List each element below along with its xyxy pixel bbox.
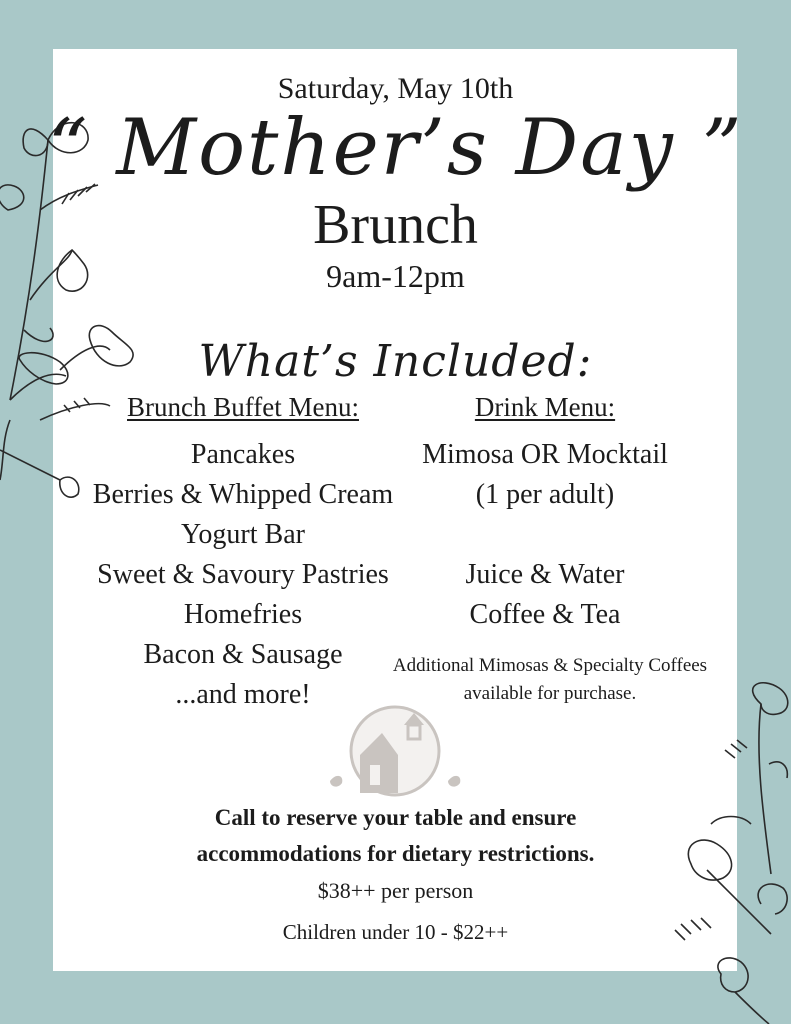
drink-item: (1 per adult) [475,479,615,510]
menu-item: Yogurt Bar [181,519,305,550]
menu-item: Sweet & Savoury Pastries [97,559,389,590]
reservation-note [0,800,791,872]
drink-note-line: available for purchase. [463,683,637,704]
drink-item: Juice & Water [465,559,625,590]
brunch-menu-heading: Brunch Buffet Menu: [127,392,359,422]
drink-note-line: Additional Mimosas & Specialty Coffees [392,655,708,676]
drink-note [360,652,740,708]
menu-item: Homefries [183,599,303,630]
event-title: “ Mother’s Day ” [47,103,744,193]
venue-logo-icon [320,703,470,803]
menu-item: ...and more! [175,679,311,710]
reservation-line: Call to reserve your table and ensure [214,805,577,830]
included-heading: What’s Included: [198,336,593,387]
adult-price: $38++ per person [317,878,474,903]
children-price: Children under 10 - $22++ [282,920,509,944]
drink-item: Mimosa OR Mocktail [422,439,668,470]
drink-item: Coffee & Tea [469,599,621,630]
reservation-line: accommodations for dietary restrictions. [196,841,595,866]
event-date: Saturday, May 10th [277,72,514,105]
menu-item: Pancakes [190,439,296,470]
drink-menu-heading: Drink Menu: [474,392,616,422]
event-subtitle: Brunch [313,194,478,256]
event-hours: 9am-12pm [326,258,465,294]
drink-menu [400,392,690,635]
menu-item: Bacon & Sausage [143,639,343,670]
menu-item: Berries & Whipped Cream [92,479,394,510]
